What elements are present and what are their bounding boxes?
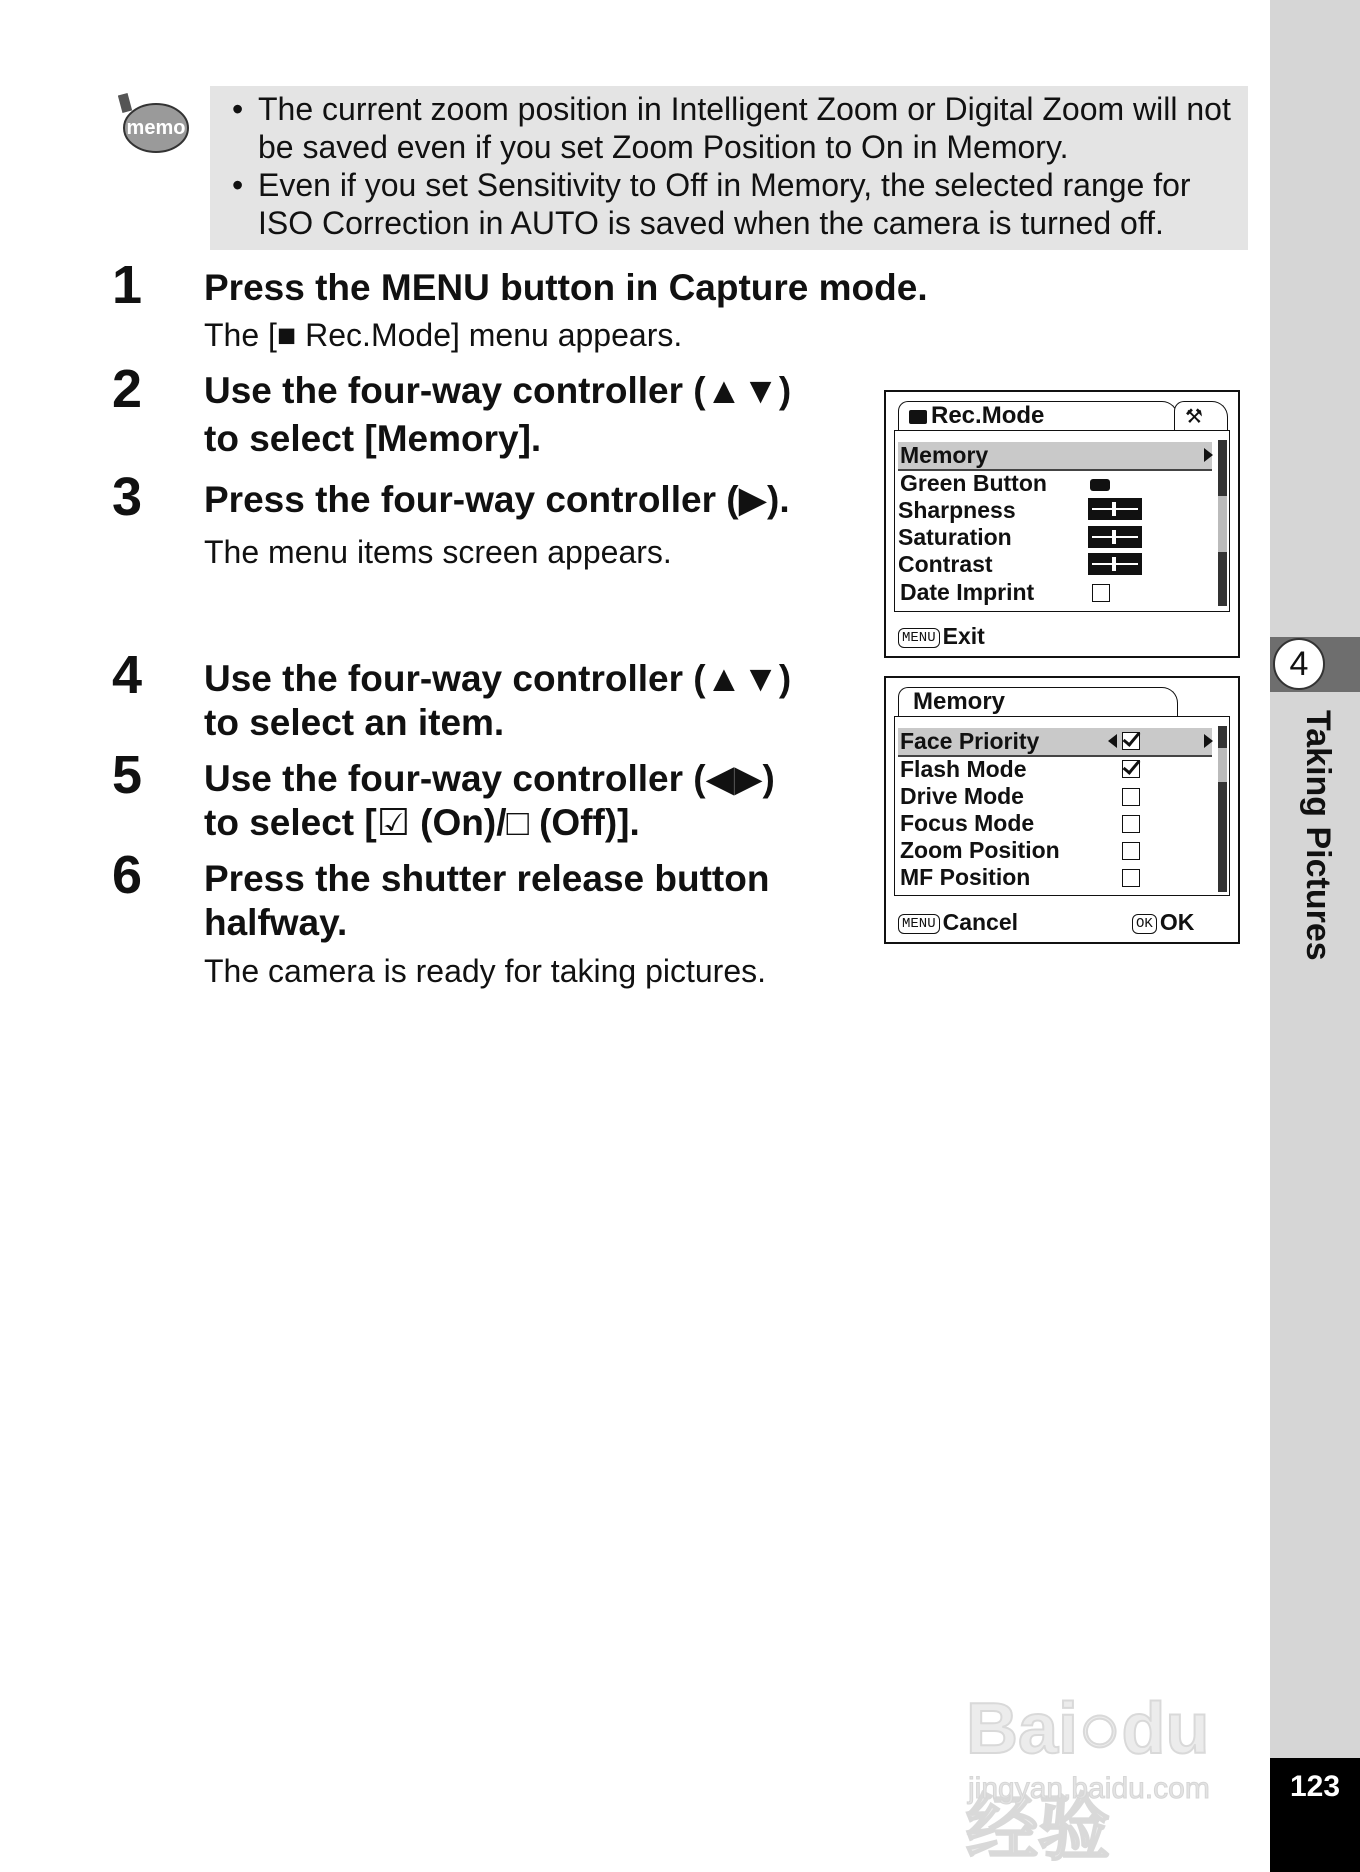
- ok-hint: [1132, 908, 1194, 936]
- ok-key-icon: OK: [1132, 914, 1157, 934]
- green-button-icon: [1090, 479, 1110, 491]
- saturation-slider-icon: [1088, 526, 1142, 548]
- rec-mode-screen: [884, 390, 1240, 658]
- memo-icon-label: memo: [126, 117, 186, 139]
- checkbox-icon: [1122, 842, 1140, 860]
- memory-tab: [898, 687, 1178, 717]
- checkbox-checked-icon: [1122, 760, 1140, 778]
- exit-label: Exit: [942, 623, 985, 649]
- step-body: The [■ Rec.Mode] menu appears.: [204, 317, 683, 353]
- memory-row[interactable]: Flash Mode: [900, 756, 1027, 782]
- setup-icon: ⚒: [1185, 406, 1203, 428]
- memory-row[interactable]: MF Position: [900, 864, 1031, 890]
- bullet: •: [232, 91, 244, 127]
- step-number: 6: [112, 845, 143, 905]
- bullet: •: [232, 167, 244, 203]
- rec-mode-tab-label: Rec.Mode: [931, 402, 1045, 429]
- menu-row[interactable]: Green Button: [900, 470, 1047, 496]
- checkbox-checked-icon: [1122, 732, 1140, 750]
- camera-icon: [909, 410, 927, 424]
- chapter-number: 4: [1273, 638, 1325, 690]
- contrast-slider-icon: [1088, 553, 1142, 575]
- step-heading: Press the MENU button in Capture mode.: [204, 267, 928, 308]
- right-arrow-icon: [1204, 448, 1213, 462]
- memo-text: Even if you set Sensitivity to Off in Memory, the selected range for ISO Correction in AUTO is saved when the camera is turned off.: [258, 167, 1191, 241]
- step-heading: Use the four-way controller (▲▼): [204, 370, 792, 411]
- sharpness-slider-icon: [1088, 498, 1142, 520]
- scrollbar[interactable]: [1218, 440, 1227, 496]
- step-heading: to select [☑ (On)/□ (Off)].: [204, 802, 640, 843]
- step-heading: to select [Memory].: [204, 418, 542, 459]
- checkbox-icon: [1122, 788, 1140, 806]
- step-heading: Press the shutter release button: [204, 858, 770, 899]
- menu-row[interactable]: Date Imprint: [900, 579, 1035, 605]
- menu-row[interactable]: Sharpness: [898, 497, 1016, 523]
- scrollbar-lower: [1218, 782, 1227, 892]
- cancel-label: Cancel: [942, 909, 1019, 935]
- step-body: The camera is ready for taking pictures.: [204, 953, 767, 989]
- memory-row[interactable]: Zoom Position: [900, 837, 1060, 863]
- memory-row-selected[interactable]: Face Priority: [898, 728, 1212, 757]
- step-heading: Use the four-way controller (◀▶): [204, 758, 775, 799]
- step-number: 4: [112, 645, 143, 705]
- memory-row[interactable]: Drive Mode: [900, 783, 1024, 809]
- memo-item: [226, 90, 1232, 166]
- watermark-logo: Bai○du 经验: [966, 1689, 1210, 1869]
- memory-tab-label: Memory: [913, 688, 1006, 715]
- step-number: 2: [112, 359, 143, 419]
- chapter-title: Taking Pictures: [1299, 710, 1337, 961]
- memo-text: The current zoom position in Intelligent Zoom or Digital Zoom will not be saved even if you set Zoom Position to On in Memory.: [258, 91, 1231, 165]
- memo-box: [210, 86, 1248, 250]
- ok-label: OK: [1159, 909, 1195, 935]
- memory-screen: [884, 676, 1240, 944]
- memory-row[interactable]: Focus Mode: [900, 810, 1035, 836]
- left-arrow-icon: [1108, 734, 1117, 748]
- step-number: 5: [112, 745, 143, 805]
- cancel-hint: [898, 908, 1018, 936]
- watermark-url: jingyan.baidu.com: [968, 1772, 1210, 1805]
- rec-mode-tab: [898, 401, 1178, 431]
- memo-icon: [118, 92, 190, 156]
- checkbox-icon: [1122, 869, 1140, 887]
- exit-hint: [898, 622, 985, 650]
- memo-item: [226, 166, 1232, 242]
- menu-key-icon: MENU: [898, 914, 940, 934]
- menu-row[interactable]: Contrast: [898, 551, 993, 577]
- checkbox-icon: [1092, 584, 1110, 602]
- step-body: The menu items screen appears.: [204, 534, 672, 570]
- step-heading: halfway.: [204, 902, 348, 943]
- checkbox-icon: [1122, 815, 1140, 833]
- right-arrow-icon: [1204, 734, 1213, 748]
- watermark: [966, 1660, 1276, 1869]
- menu-row-selected[interactable]: Memory: [898, 442, 1212, 471]
- setup-tab: [1174, 401, 1228, 431]
- scrollbar-lower: [1218, 552, 1227, 606]
- step-number: 1: [112, 255, 143, 315]
- step-heading: Use the four-way controller (▲▼): [204, 658, 792, 699]
- step-heading: to select an item.: [204, 702, 505, 743]
- menu-key-icon: MENU: [898, 628, 940, 648]
- step-number: 3: [112, 467, 143, 527]
- menu-row[interactable]: Saturation: [898, 524, 1012, 550]
- step-heading: Press the four-way controller (▶).: [204, 479, 790, 520]
- page-number: 123: [1289, 1770, 1341, 1803]
- scrollbar[interactable]: [1218, 726, 1227, 748]
